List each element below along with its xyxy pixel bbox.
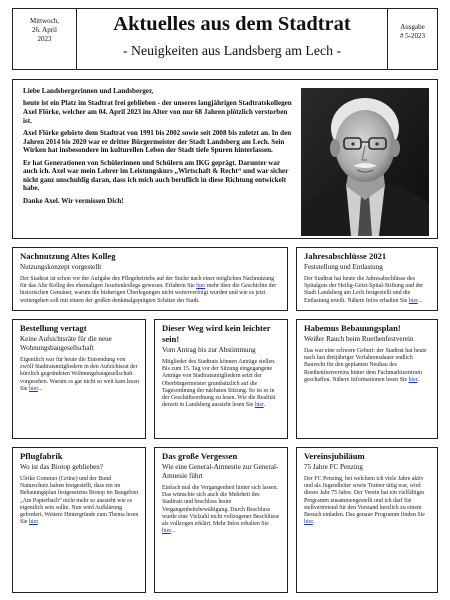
article-title: Nachnutzung Altes Kolleg xyxy=(20,251,116,261)
article-vereinsjubilaeum xyxy=(296,447,438,593)
article-subtitle: Vom Antrag bis zur Abstimmung xyxy=(162,346,256,354)
article-subtitle: Weißer Rauch beim Ruethenfestverein xyxy=(304,335,414,343)
lead-greeting: Liebe Landsbergerinnen und Landsberger, xyxy=(23,87,154,95)
article-subtitle: Wo ist das Biotop geblieben? xyxy=(20,463,103,471)
article-subtitle: Keine Aufsichtsräte für die neue Wohnungsbaugesellschaft xyxy=(20,335,112,352)
article-subtitle: Feststellung und Entlastung xyxy=(304,263,383,271)
article-title: Dieser Weg wird kein leichter sein! xyxy=(162,323,271,344)
lead-thanks: Danke Axel. Wir vermissen Dich! xyxy=(23,196,124,205)
issue-info xyxy=(387,9,437,69)
lead-text xyxy=(23,87,293,209)
article-jahresabschluss xyxy=(296,247,438,311)
article-title: Jahresabschlüsse 2021 xyxy=(304,251,387,261)
article-link[interactable]: hier xyxy=(29,385,38,392)
article-title: Das große Vergessen xyxy=(162,451,238,461)
article-body: Das war eine schwere Geburt: der Stadtrat hat heute nach fast dreijähriger Verfahrensdauer endlich Baurecht für den geplanten Neubau des Ruethenfestvereins hinter dem Fachmarktzentrum geschaffen. Nähere Informationen lesen Sie hier. xyxy=(304,348,427,383)
article-body: Einfach mal die Vergangenheit hinter sich lassen. Das wünschte sich auch die Mehrheit des Stadtrats und beschloss heute Vergangenheitsbewältigung. Durch Beschluss wurde eine Vielzahl nicht vollzogener Beschlüsse als vollzogen erklärt. Mehr Infos erhalten Sie hier... xyxy=(162,485,280,535)
article-vergessen xyxy=(154,447,288,593)
date-weekday: Mittwoch, xyxy=(30,17,59,25)
article-title: Habemus Bebauungsplan! xyxy=(304,323,401,333)
article-title: Vereinsjubiläum xyxy=(304,451,365,461)
article-subtitle: Wie eine General-Amnestie zur General-Amnesie führt xyxy=(162,463,279,480)
article-habemus xyxy=(296,319,438,439)
masthead xyxy=(12,8,438,70)
article-link[interactable]: hier xyxy=(408,297,418,304)
article-bestellung xyxy=(12,319,146,439)
issue-date xyxy=(13,9,77,69)
lead-paragraph-2: Axel Flörke gehörte dem Stadtrat von 1991 bis 2002 sowie seit 2008 bis zuletzt an. In den Jahren 2014 bis 2020 war er dritter Bürgermeister der Stadt Landsberg am Lech. Sein Wirken hat insbesondere im kulturellen Leben der Stadt tiefe Spuren hinterlassen. xyxy=(23,128,292,155)
issue-label: Ausgabe xyxy=(400,23,425,31)
article-link[interactable]: hier xyxy=(408,376,418,383)
lead-paragraph-3: Er hat Generationen von Schülerinnen und Schülern am IKG geprägt. Darunter war auch ich. Axel war mein Lehrer im Leistungskurs „Wirtschaft & Recht“ und war sicher nicht ganz unschuldig daran, dass ich mich auch beruflich in diese Richtung entwickelt habe. xyxy=(23,158,289,193)
article-body: Ulrike Gommer (Grüne) und der Bund Naturschutz haben festgestellt, dass ein im Bebauungsplan festgesetztes Biotop im Baugebiet „Am Papierbach“ nicht mehr so aussieht wie es eigentlich sein sollte. Nun wird Aufklärung gefordert. Weitere Hintergründe zum Thema lesen Sie hier. xyxy=(20,476,139,526)
article-link[interactable]: hier xyxy=(254,402,264,409)
lead-article xyxy=(12,79,438,239)
article-pflugfabrik xyxy=(12,447,146,593)
article-body: Der FC Penzing, bei welchem ich viele Jahre aktiv und als Jugendleiter sowie Trainer tätig war, wird dieses Jahr 75 Jahre. Der Verein hat ein vielfältiges Programm zusammengestellt und ich darf Sie stellvertretend für den Vorstand herzlich zu einem Besuch einladen. Das genaue Programm finden Sie hier. xyxy=(304,476,425,526)
article-link[interactable]: hier xyxy=(304,519,313,526)
article-link[interactable]: hier xyxy=(29,519,38,526)
article-body: Mitglieder des Stadtrats können Anträge stellen. Bis zum 15. Tag vor der Sitzung eingegangene Anträge von Stadtratsmitgliedern setzt der Oberbürgermeister grundsätzlich auf die Tagesordnung der nächsten Sitzung. So ist es in der Geschäftsordnung zu lesen. Wie die Realität derzeit in Landsberg aussieht lesen Sie hier. xyxy=(162,359,276,409)
date-year: 2023 xyxy=(37,35,52,43)
lead-paragraph-1: heute ist ein Platz im Stadtrat frei geblieben - der unseres langjährigen Stadtratskollegen Axel Flörke, welcher am 04. April 2023 im Alter von nur 68 Jahren plötzlich verstorben ist. xyxy=(23,99,292,125)
masthead-title-block xyxy=(77,9,387,69)
article-dieser-weg xyxy=(154,319,288,439)
article-title: Bestellung vertagt xyxy=(20,323,87,333)
article-nachnutzung xyxy=(12,247,288,311)
portrait-image xyxy=(301,88,429,236)
article-body: Der Stadtrat hat heute die Jahresabschlüsse des Spitalguts der Heilig-Geist-Spital-Stiftung und der Stadt Landsberg am Lech festgestellt und die Entlastung erteilt. Nähere Infos erhalten Sie hier... xyxy=(304,276,424,304)
article-link[interactable]: hier xyxy=(196,283,206,290)
article-body: Eigentlich war für heute die Entsendung von zwölf Stadtratsmitgliedern in den Aufsichtsrat der kürzlich gegründeten Wohnungsbaugesellschaft vorgesehen. Warum es gar nicht so weit kam lesen Sie hier... xyxy=(20,357,139,392)
article-title: Pflugfabrik xyxy=(20,451,63,461)
issue-number: # 5-2023 xyxy=(399,32,426,40)
page-title: Aktuelles aus dem Stadtrat xyxy=(113,13,351,35)
portrait-photo xyxy=(301,88,429,236)
article-link[interactable]: hier xyxy=(162,528,171,535)
article-subtitle: 75 Jahre FC Penzing xyxy=(304,463,363,471)
page-subtitle: - Neuigkeiten aus Landsberg am Lech - xyxy=(122,43,342,58)
date-day: 26. April xyxy=(32,26,57,34)
article-subtitle: Nutzungskonzept vorgestellt xyxy=(20,263,102,271)
article-body: Der Stadtrat ist schon vor der Aufgabe des Pflegebetriebs auf der Suche nach einer möglichen Nachnutzung für das Alte Kolleg des ehemaligen Jesuitenkollegs gewesen. Erfahren Sie hier mehr über die Geschichte der historischen Gemäuer, warum die bisherigen Überlegungen nicht weiterverfolgt wurden und wie es jetzt weitergehen soll mit einem der großen denkmalgeprägten Schätze der Stadt. xyxy=(20,276,277,304)
